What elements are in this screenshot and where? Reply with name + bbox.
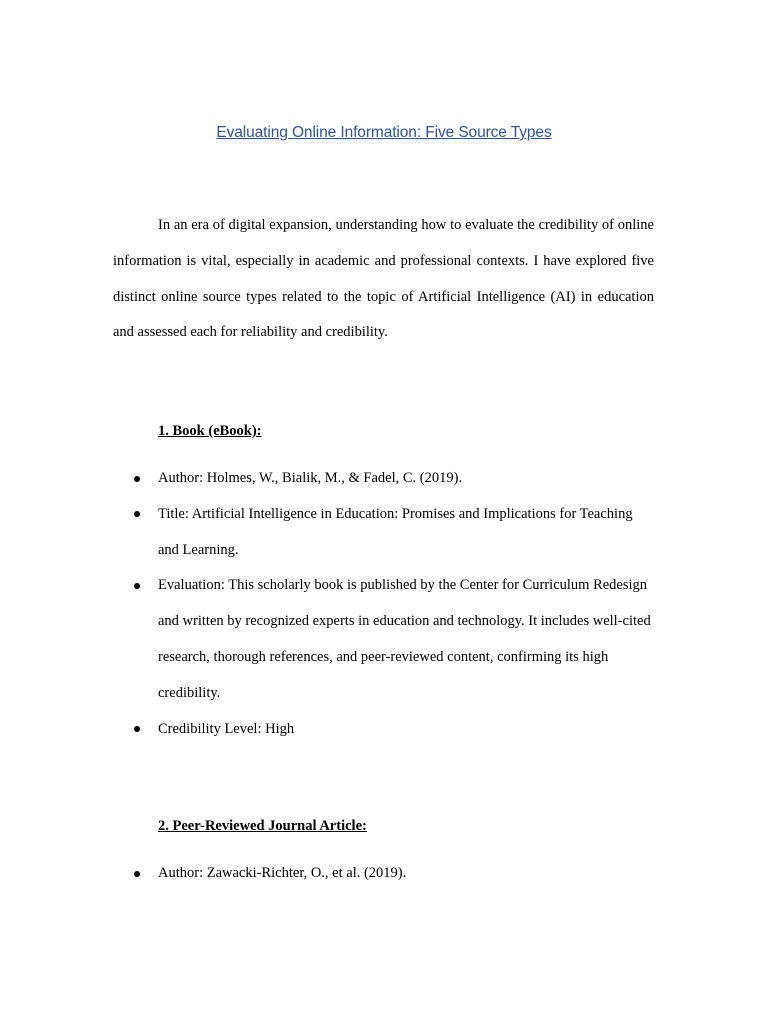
bullet-icon: [134, 476, 140, 482]
bullet-icon: [134, 726, 140, 732]
list-item: [113, 712, 654, 748]
bullet-text: Title: Artificial Intelligence in Education: Promises and Implications for Teaching and Learning.: [158, 505, 633, 558]
bullet-text: Evaluation: This scholarly book is published by the Center for Curriculum Redesign and written by recognized experts in education and technology. It includes well-cited research, thorough references, and peer-reviewed content, confirming its high credibility.: [158, 577, 651, 701]
document-title: Evaluating Online Information: Five Source Types: [216, 124, 552, 141]
section-heading-journal-article: 2. Peer-Reviewed Journal Article:: [158, 818, 367, 834]
bullet-icon: [134, 583, 140, 589]
book-bullet-list: [113, 461, 654, 747]
intro-paragraph: In an era of digital expansion, understanding how to evaluate the credibility of online information is vital, especially in academic and professional contexts. I have explored five distinct online source types related to the topic of Artificial Intelligence (AI) in education and assessed each for reliability and credibility.: [113, 217, 654, 341]
journal-bullet-list: [113, 856, 654, 892]
list-item: [113, 497, 654, 569]
section-heading-book: 1. Book (eBook):: [158, 423, 262, 439]
bullet-text: Author: Zawacki-Richter, O., et al. (2019).: [158, 865, 407, 881]
list-item: [113, 856, 654, 892]
bullet-icon: [134, 871, 140, 877]
bullet-text: Author: Holmes, W., Bialik, M., & Fadel, C. (2019).: [158, 470, 463, 486]
bullet-text: Credibility Level: High: [158, 720, 295, 737]
list-item: [113, 568, 654, 711]
bullet-icon: [134, 511, 140, 517]
list-item: [113, 461, 654, 497]
